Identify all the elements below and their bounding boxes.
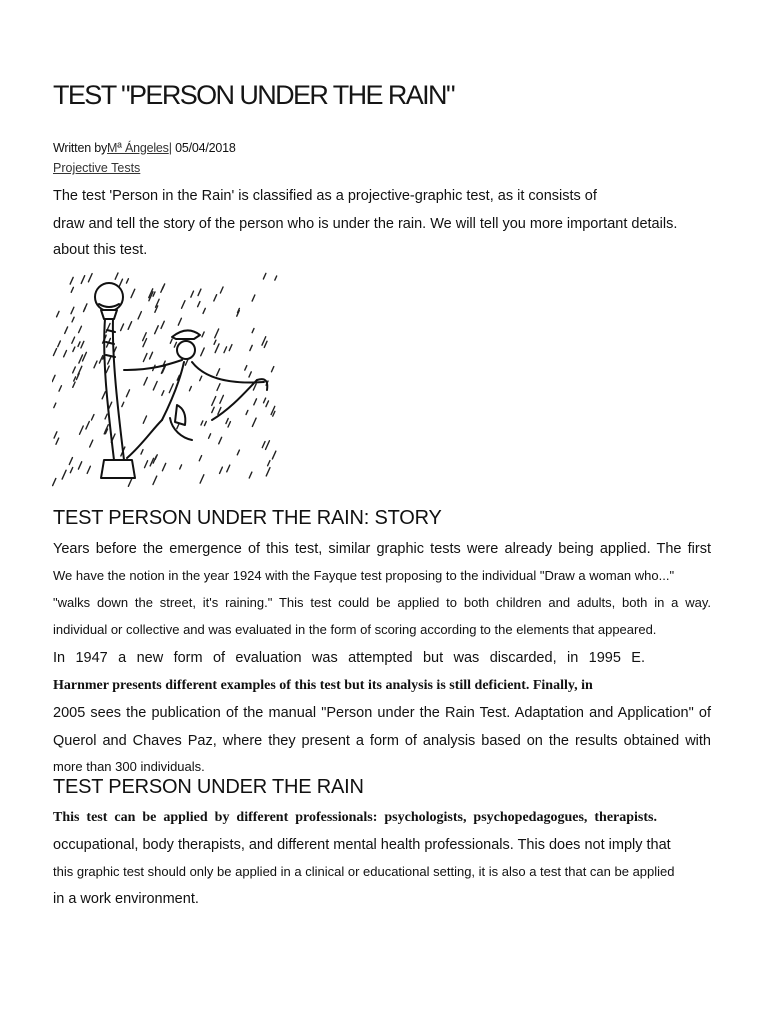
intro-line-1: The test 'Person in the Rain' is classified as a projective-graphic test, as it consists of	[53, 188, 597, 204]
person-under-rain-illustration	[52, 270, 280, 490]
story-line-9: more than 300 individuals.	[53, 759, 205, 774]
story-line-5: In 1947 a new form of evaluation was attempted but was discarded, in 1995 E.	[53, 650, 645, 666]
section-story-heading: TEST PERSON UNDER THE RAIN: STORY	[53, 507, 442, 529]
category-link[interactable]: Projective Tests	[53, 161, 141, 175]
intro-line-2: draw and tell the story of the person who is under the rain. We will tell you more important details.	[53, 216, 678, 232]
written-by-label: Written by	[53, 141, 108, 155]
story-line-4: individual or collective and was evaluated in the form of scoring according to the elements that appeared.	[53, 622, 657, 637]
story-line-7: 2005 sees the publication of the manual "Person under the Rain Test. Adaptation and Application" of	[53, 705, 711, 721]
application-line-4: in a work environment.	[53, 891, 199, 907]
author-separator: |	[168, 141, 172, 155]
application-line-1: This test can be applied by different professionals: psychologists, psychopedagogues, therapists.	[53, 810, 657, 825]
article-title: TEST "PERSON UNDER THE RAIN"	[53, 80, 454, 110]
story-line-8: Querol and Chaves Paz, where they present a form of analysis based on the results obtained with	[53, 733, 711, 749]
section-application-heading: TEST PERSON UNDER THE RAIN	[53, 776, 364, 798]
story-line-3: "walks down the street, it's raining." This test could be applied to both children and adults, both in a way.	[53, 595, 711, 610]
story-line-1: Years before the emergence of this test, similar graphic tests were already being applied. The first	[53, 541, 711, 557]
story-line-6: Harnmer presents different examples of this test but its analysis is still deficient. Finally, in	[53, 678, 593, 693]
publish-date: 05/04/2018	[171, 141, 236, 155]
application-line-3: this graphic test should only be applied in a clinical or educational setting, it is also a test that can be applied	[53, 864, 675, 879]
intro-line-3: about this test.	[53, 242, 148, 258]
application-line-2: occupational, body therapists, and different mental health professionals. This does not imply that	[53, 837, 671, 853]
byline	[53, 141, 236, 155]
story-line-2: We have the notion in the year 1924 with the Fayque test proposing to the individual "Draw a woman who..."	[53, 568, 675, 583]
author-link[interactable]: Mª Ángeles	[107, 141, 169, 155]
